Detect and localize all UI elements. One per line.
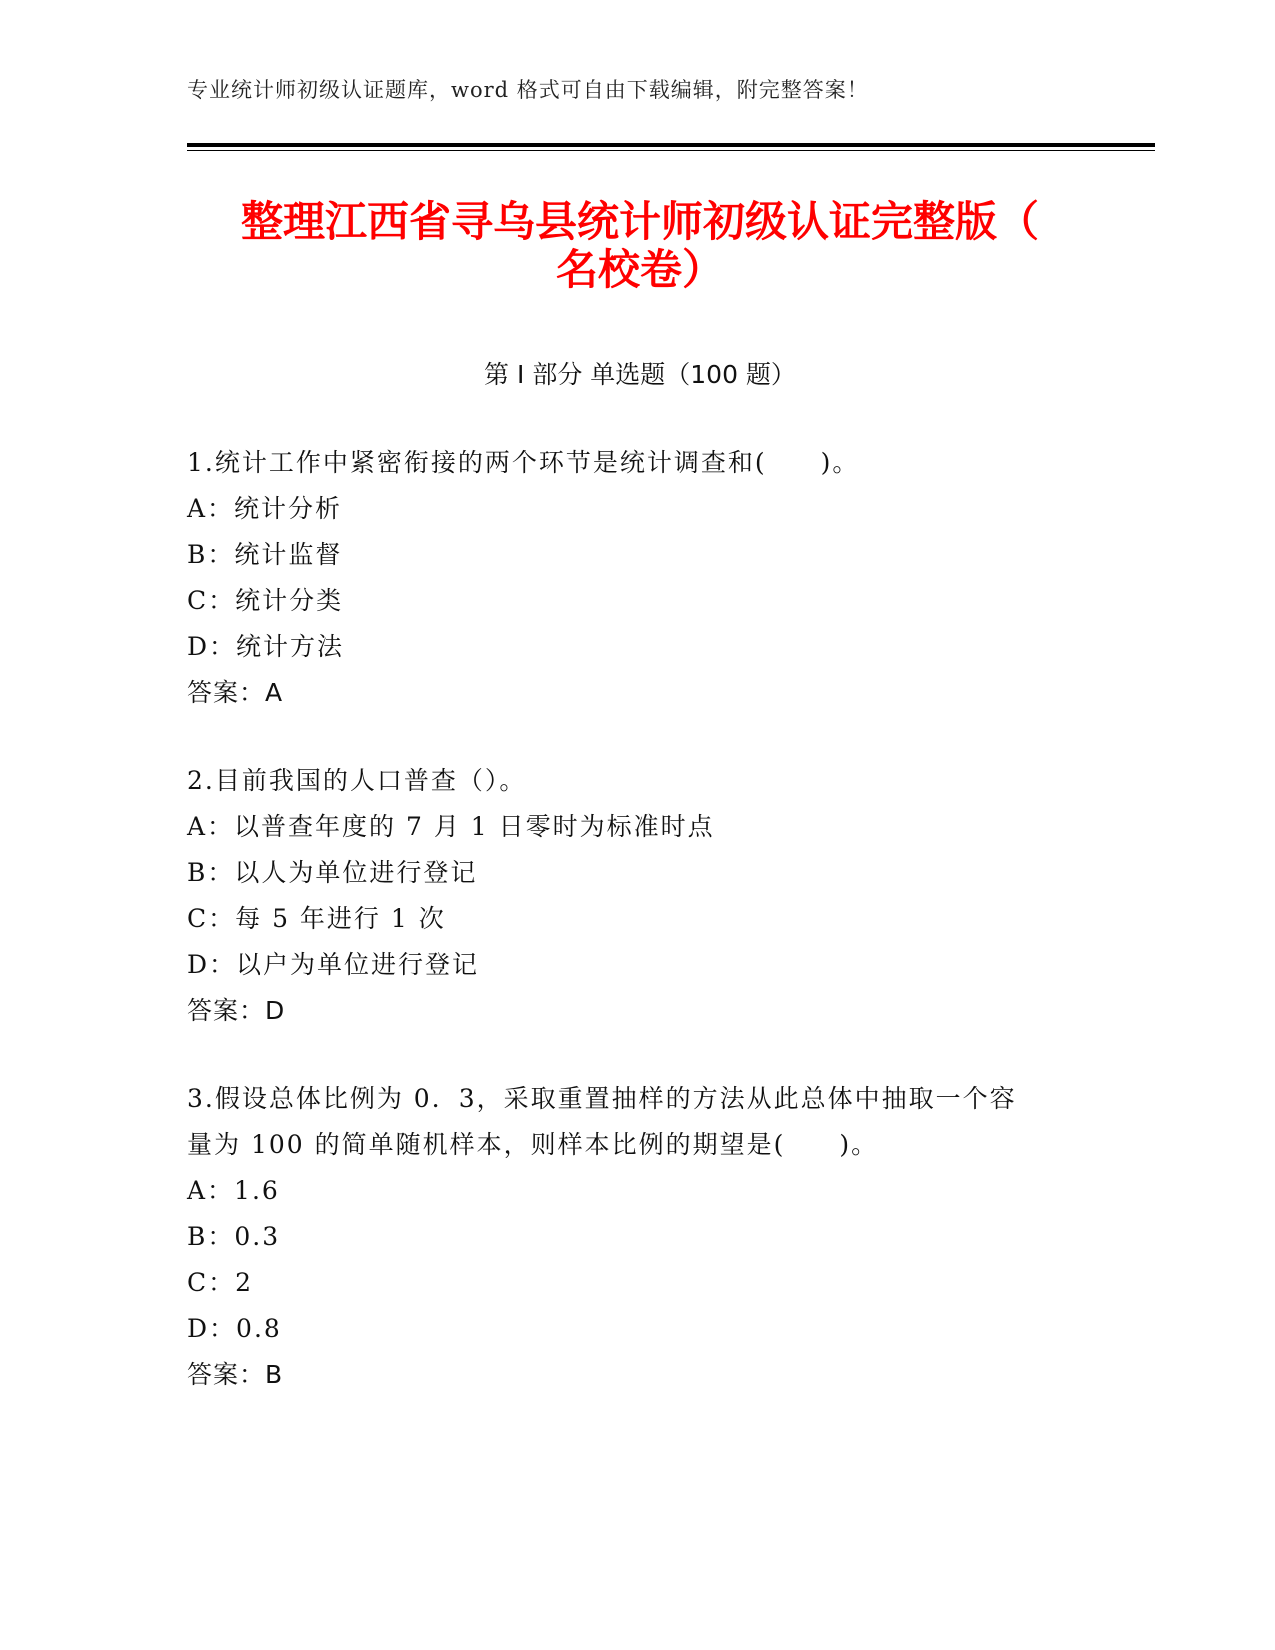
option-a: A：以普查年度的 7 月 1 日零时为标准时点 xyxy=(187,812,715,841)
question-stem: 2.目前我国的人口普查（）。 xyxy=(187,766,527,795)
option-d: D：0.8 xyxy=(187,1314,282,1343)
option-c: C：统计分类 xyxy=(187,586,344,615)
question-list xyxy=(187,440,1087,1440)
section-title: 第 I 部分 单选题（100 题） xyxy=(484,360,796,389)
option-a: A：1.6 xyxy=(187,1176,280,1205)
answer-line: 答案：B xyxy=(187,1360,284,1389)
header-note: 专业统计师初级认证题库，word 格式可自由下载编辑，附完整答案！ xyxy=(187,78,869,102)
question-2 xyxy=(187,758,1087,1034)
header-rule-thick xyxy=(187,143,1155,147)
option-b: B：0.3 xyxy=(187,1222,281,1251)
option-c: C：每 5 年进行 1 次 xyxy=(187,904,446,933)
option-c: C：2 xyxy=(187,1268,254,1297)
answer-line: 答案：A xyxy=(187,678,284,707)
header-rule-thin xyxy=(187,150,1155,151)
option-b: B：以人为单位进行登记 xyxy=(187,858,478,887)
option-a: A：统计分析 xyxy=(187,494,343,523)
option-d: D：以户为单位进行登记 xyxy=(187,950,480,979)
option-b: B：统计监督 xyxy=(187,540,343,569)
answer-line: 答案：D xyxy=(187,996,286,1025)
question-1 xyxy=(187,440,1087,716)
document-title-line-1: 整理江西省寻乌县统计师初级认证完整版（ xyxy=(240,197,1039,246)
question-stem: 1.统计工作中紧密衔接的两个环节是统计调查和( )。 xyxy=(187,448,860,477)
document-title xyxy=(187,198,1093,294)
question-stem-line-2: 量为 100 的简单随机样本，则样本比例的期望是( )。 xyxy=(187,1130,879,1159)
document-title-line-2: 名校卷） xyxy=(555,245,724,294)
question-stem-line-1: 3.假设总体比例为 0．3，采取重置抽样的方法从此总体中抽取一个容 xyxy=(187,1084,1017,1113)
option-d: D：统计方法 xyxy=(187,632,345,661)
question-3 xyxy=(187,1076,1087,1398)
